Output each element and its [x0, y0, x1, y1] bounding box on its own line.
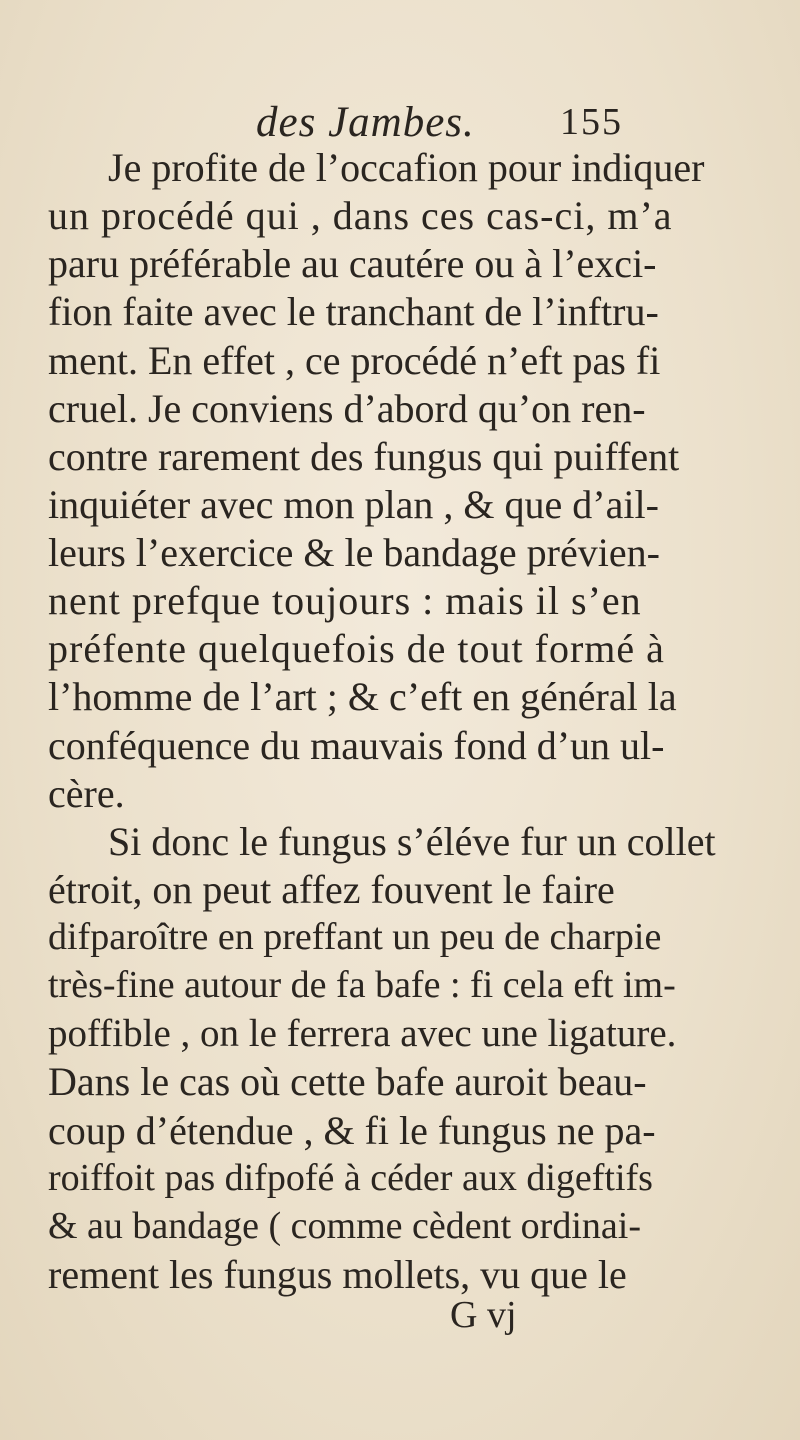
text-line: coup d’étendue , & fi le fungus ne pa- [48, 1108, 656, 1153]
text-line: roiffoit pas difpofé à céder aux digeftifs [48, 1157, 653, 1199]
text-line: Si donc le fungus s’éléve fur un collet [108, 819, 716, 864]
text-line: conféquence du mauvais fond d’un ul- [48, 723, 665, 768]
text-line: Dans le cas où cette bafe auroit beau- [48, 1059, 647, 1104]
running-title: des Jambes. [256, 99, 475, 146]
text-line: un procédé qui , dans ces cas-ci, m’a [48, 193, 673, 238]
text-line: l’homme de l’art ; & c’eft en général la [48, 674, 677, 719]
signature-mark: G vj [450, 1294, 517, 1336]
text-line: cruel. Je conviens d’abord qu’on ren- [48, 386, 646, 431]
text-line: difparoître en preffant un peu de charpie [48, 916, 662, 958]
text-line: nent prefque toujours : mais il s’en [48, 578, 642, 623]
text-line: poffible , on le ferrera avec une ligature. [48, 1012, 677, 1055]
text-line: & au bandage ( comme cèdent ordinai- [48, 1205, 641, 1247]
text-line: leurs l’exercice & le bandage prévien- [48, 530, 660, 575]
text-line: Je profite de l’occafion pour indiquer [108, 145, 705, 190]
text-line: étroit, on peut affez fouvent le faire [48, 867, 615, 912]
text-line: paru préférable au cautére ou à l’exci- [48, 241, 657, 286]
text-line: préfente quelquefois de tout formé à [48, 626, 665, 671]
page-number: 155 [560, 101, 623, 143]
text-line: rement les fungus mollets, vu que le [48, 1252, 627, 1297]
text-line: fion faite avec le tranchant de l’inftru- [48, 289, 659, 334]
text-line: ment. En effet , ce procédé n’eft pas fi [48, 338, 661, 383]
text-line: inquiéter avec mon plan , & que d’ail- [48, 482, 659, 527]
text-line: cère. [48, 771, 125, 816]
text-line: contre rarement des fungus qui puiffent [48, 434, 680, 479]
text-line: très-fine autour de fa bafe : fi cela eft im- [48, 964, 676, 1006]
